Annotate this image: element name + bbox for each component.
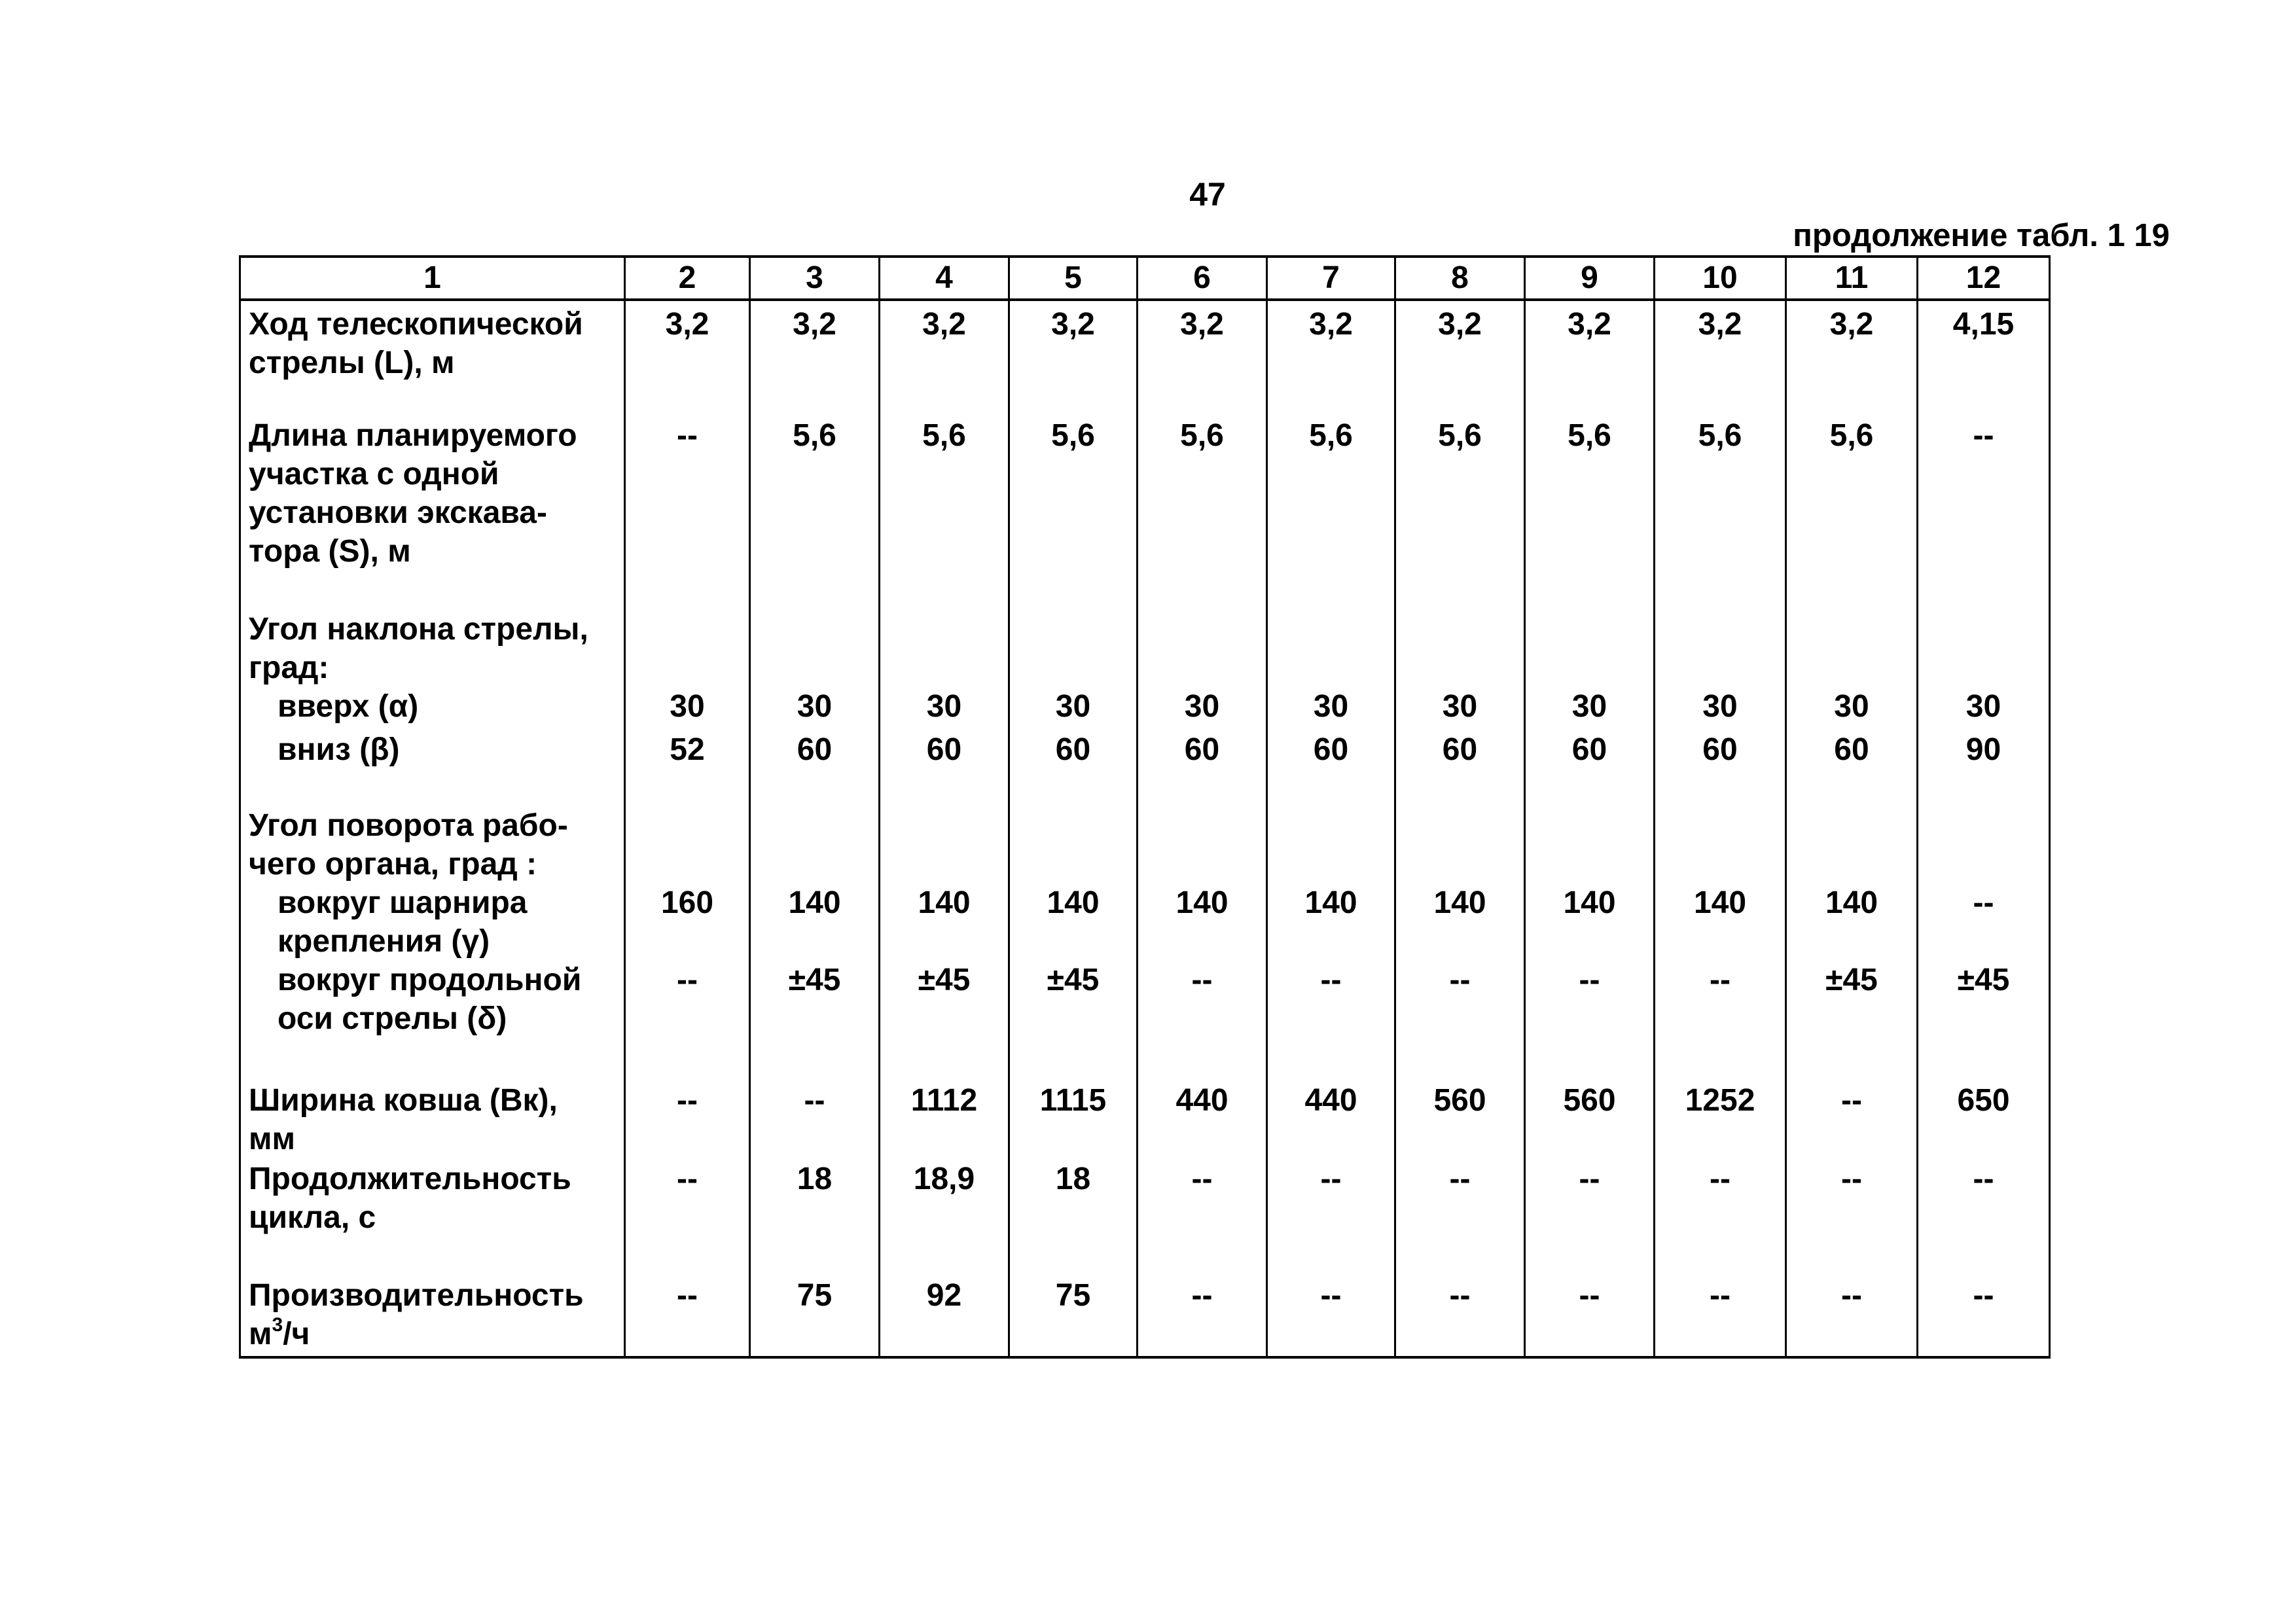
table-cell: -- <box>1267 1276 1395 1357</box>
table-cell: 30 90 <box>1918 610 2050 806</box>
table-cell: 140 ±45 <box>750 806 880 1081</box>
table-row <box>240 300 2050 416</box>
row-label: Длина планируемого участка с одной установки экскава- тора (S), м <box>240 416 625 610</box>
col-header: 2 <box>625 257 750 300</box>
table-cell: 18 <box>750 1160 880 1276</box>
table-cell: 5,6 <box>1009 416 1138 610</box>
table-cell: 75 <box>750 1276 880 1357</box>
table-cell: 3,2 <box>625 300 750 416</box>
table-cell: 140 ±45 <box>880 806 1009 1081</box>
col-header: 8 <box>1395 257 1525 300</box>
table-cell: 140 -- <box>1267 806 1395 1081</box>
table-row <box>240 1160 2050 1276</box>
table-cell: 5,6 <box>880 416 1009 610</box>
table-cell: -- <box>1655 1276 1786 1357</box>
table-cell: -- <box>1395 1276 1525 1357</box>
spec-table <box>239 255 2051 1359</box>
table-cell: 1115 <box>1009 1081 1138 1160</box>
page-number: 47 <box>1189 176 1226 213</box>
col-header: 10 <box>1655 257 1786 300</box>
table-cell: 560 <box>1395 1081 1525 1160</box>
row-label: Ширина ковша (Вк), мм <box>240 1081 625 1160</box>
col-header: 5 <box>1009 257 1138 300</box>
table-cell: -- <box>625 416 750 610</box>
table-cell: 3,2 <box>1786 300 1918 416</box>
table-cell: -- <box>1786 1276 1918 1357</box>
table-cell: 30 60 <box>1267 610 1395 806</box>
table-cell: 3,2 <box>1138 300 1267 416</box>
row-label: Ход телескопической стрелы (L), м <box>240 300 625 416</box>
table-cell: -- <box>1395 1160 1525 1276</box>
table-cell: -- <box>625 1160 750 1276</box>
table-row <box>240 416 2050 610</box>
col-header: 4 <box>880 257 1009 300</box>
table-cell: 5,6 <box>1138 416 1267 610</box>
table-cell: 3,2 <box>750 300 880 416</box>
col-header: 7 <box>1267 257 1395 300</box>
table-cell: 140 -- <box>1655 806 1786 1081</box>
table-cell: 140 -- <box>1525 806 1655 1081</box>
table-cell: -- <box>750 1081 880 1160</box>
table-cell: -- <box>1267 1160 1395 1276</box>
col-header: 9 <box>1525 257 1655 300</box>
table-row <box>240 610 2050 806</box>
table-row <box>240 1081 2050 1160</box>
table-cell: 160 -- <box>625 806 750 1081</box>
table-cell: 30 60 <box>1525 610 1655 806</box>
table-cell: -- ±45 <box>1918 806 2050 1081</box>
table-row <box>240 806 2050 1081</box>
table-cell: 30 52 <box>625 610 750 806</box>
table-cell: 5,6 <box>1395 416 1525 610</box>
table-cell: 3,2 <box>880 300 1009 416</box>
table-cell: 140 -- <box>1395 806 1525 1081</box>
table-cell: 92 <box>880 1276 1009 1357</box>
table-cell: 30 60 <box>1786 610 1918 806</box>
table-cell: 3,2 <box>1267 300 1395 416</box>
table-cell: 75 <box>1009 1276 1138 1357</box>
table-cell: 5,6 <box>1786 416 1918 610</box>
row-label: Угол поворота рабо- чего органа, град : вокруг шарнира крепления (γ) вокруг продольной оси стрелы (δ) <box>240 806 625 1081</box>
table-cell: 3,2 <box>1525 300 1655 416</box>
table-cell: 30 60 <box>1395 610 1525 806</box>
table-cell: -- <box>625 1081 750 1160</box>
col-header: 1 <box>240 257 625 300</box>
table-row <box>240 1276 2050 1357</box>
table-cell: 5,6 <box>1267 416 1395 610</box>
table-cell: 440 <box>1267 1081 1395 1160</box>
table-cell: -- <box>1138 1160 1267 1276</box>
table-cell: 560 <box>1525 1081 1655 1160</box>
table-cell: 440 <box>1138 1081 1267 1160</box>
table-cell: -- <box>625 1276 750 1357</box>
row-label: Угол наклона стрелы, град: вверх (α) вниз (β) <box>240 610 625 806</box>
table-cell: 30 60 <box>1655 610 1786 806</box>
table-cell: 30 60 <box>1138 610 1267 806</box>
col-header: 12 <box>1918 257 2050 300</box>
col-header: 6 <box>1138 257 1267 300</box>
table-cell: 1112 <box>880 1081 1009 1160</box>
table-cell: -- <box>1918 416 2050 610</box>
table-cell: 5,6 <box>1655 416 1786 610</box>
table-cell: 4,15 <box>1918 300 2050 416</box>
table-cell: -- <box>1525 1160 1655 1276</box>
table-cell: -- <box>1525 1276 1655 1357</box>
table-cell: 140 ±45 <box>1786 806 1918 1081</box>
table-cell: 5,6 <box>750 416 880 610</box>
table-cell: -- <box>1786 1160 1918 1276</box>
table-cell: 1252 <box>1655 1081 1786 1160</box>
table-cell: 30 60 <box>750 610 880 806</box>
table-cell: 140 ±45 <box>1009 806 1138 1081</box>
table-cell: 5,6 <box>1525 416 1655 610</box>
table-cell: 30 60 <box>1009 610 1138 806</box>
row-label: Производительность $м^3/ч$ <box>240 1276 625 1357</box>
row-label: Продолжительность цикла, с <box>240 1160 625 1276</box>
col-header: 11 <box>1786 257 1918 300</box>
table-cell: 3,2 <box>1655 300 1786 416</box>
table-cell: 3,2 <box>1395 300 1525 416</box>
table-cell: 18,9 <box>880 1160 1009 1276</box>
table-cell: -- <box>1786 1081 1918 1160</box>
table-cell: -- <box>1138 1276 1267 1357</box>
table-cell: -- <box>1918 1276 2050 1357</box>
table-cell: 18 <box>1009 1160 1138 1276</box>
table-cell: 3,2 <box>1009 300 1138 416</box>
table-cell: 30 60 <box>880 610 1009 806</box>
table-cell: 140 -- <box>1138 806 1267 1081</box>
table-cell: -- <box>1655 1160 1786 1276</box>
table-cell: 650 <box>1918 1081 2050 1160</box>
table-caption: продолжение табл. 1 19 <box>1793 218 2170 253</box>
table-cell: -- <box>1918 1160 2050 1276</box>
col-header: 3 <box>750 257 880 300</box>
header-row <box>240 257 2050 300</box>
